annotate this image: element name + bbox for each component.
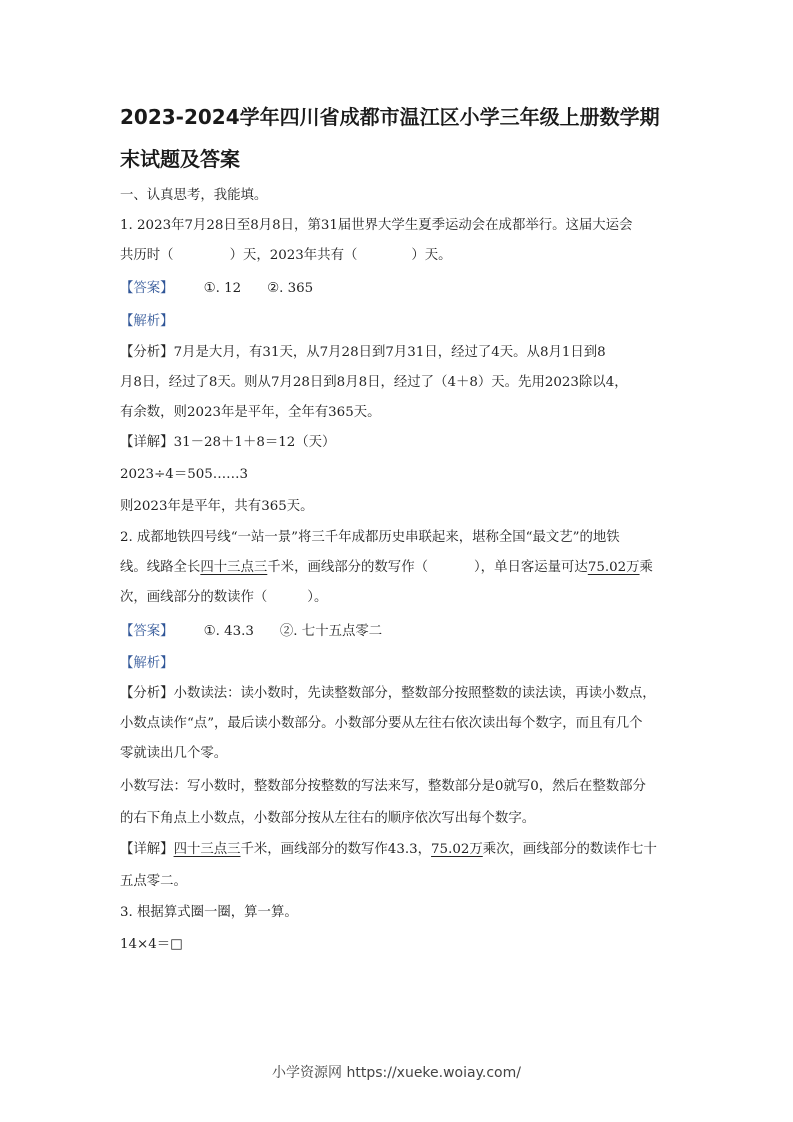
q1-answer-2: ②. 365 [267,281,314,296]
section-heading: 一、认真思考，我能填。 [120,188,268,203]
q1-analysis-label: 【解析】 [120,314,174,329]
q2-fenxi-text1: 小数读法：读小数时，先读整数部分，整数部分按照整数的读法读，再读小数点， [173,686,656,701]
q2-analysis-label: 【解析】 [120,656,174,671]
q2-detail-underlined-1: 四十三点三 [173,842,241,857]
q2-detail-line1 [120,840,680,860]
q1-text-2c: ）天。 [411,248,452,263]
q2-text-3a: 次，画线部分的数读作（ [120,590,268,605]
q2-answer-1: ①. 43.3 [203,624,254,639]
q1-answer-1: ①. 12 [203,281,242,296]
q2-text-2d: 乘 [639,560,653,575]
q1-text-line1: 1. 2023年7月28日至8月8日，第31届世界大学生夏季运动会在成都举行。这届大运会 [120,218,633,233]
q2-answer-line [120,622,680,642]
q3-text-line1: 3. 根据算式圈一圈，算一算。 [120,905,298,920]
q1-fenxi-line1 [120,343,680,363]
q1-text-2a: 共历时（ [120,248,174,263]
q2-fenxi-line1 [120,684,680,704]
q2-detail-line2: 五点零二。 [120,874,187,889]
q1-detail-label: 【详解】 [120,435,174,450]
q2-fenxi-line2: 小数点读作“点”，最后读小数部分。小数部分要从左往右依次读出每个数字，而且有几个 [120,716,643,731]
q2-underlined-number-2: 75.02万 [587,560,640,575]
q2-answer-label: 【答案】 [120,624,174,639]
q1-detail-line1 [120,433,680,453]
q1-text-2b: ）天，2023年共有（ [229,248,358,263]
q2-underlined-number-1: 四十三点三 [200,560,268,575]
q1-fenxi-text1: 7月是大月，有31天，从7月28日到7月31日，经过了4天。从8月1日到8 [173,345,606,360]
footer-watermark: 小学资源网 https://xueke.woiay.com/ [272,1065,521,1081]
document-title-line2: 末试题及答案 [120,147,240,171]
q1-detail-line3: 则2023年是平年，共有365天。 [120,499,314,514]
q1-detail-text1: 31－28＋1＋8＝12（天） [173,435,336,450]
q1-answer-label: 【答案】 [120,281,174,296]
q2-fenxi-line4: 小数写法：写小数时，整数部分按整数的写法来写，整数部分是0就写0，然后在整数部分 [120,779,646,794]
document-title-line1: 2023-2024学年四川省成都市温江区小学三年级上册数学期 [120,105,660,129]
q1-fenxi-line3: 有余数，则2023年是平年，全年有365天。 [120,405,381,420]
q2-text-line3 [120,588,680,608]
q1-detail-line2: 2023÷4＝505……3 [120,467,249,482]
q2-detail-label: 【详解】 [120,842,174,857]
q3-text-line2: 14×4＝□ [120,937,183,952]
q2-text-line1: 2. 成都地铁四号线“一站一景”将三千年成都历史串联起来，堪称全国“最文艺”的地铁 [120,530,620,545]
q2-answer-2: ②. 七十五点零二 [279,624,383,639]
q1-fenxi-label: 【分析】 [120,345,174,360]
q1-text-line2 [120,246,680,266]
q2-detail-text-b: 乘次，画线部分的数读作七十 [482,842,657,857]
q2-text-2b: 千米，画线部分的数写作（ [267,560,428,575]
q2-text-3b: ）。 [307,590,328,605]
q1-answer-line [120,279,680,299]
q1-fenxi-line2: 月8日，经过了8天。则从7月28日到8月8日，经过了（4＋8）天。先用2023除以4， [120,375,628,390]
q2-detail-text-a: 千米，画线部分的数写作43.3， [240,842,432,857]
q2-detail-underlined-2: 75.02万 [431,842,483,857]
q2-text-2a: 线。线路全长 [120,560,201,575]
q2-fenxi-line3: 零就读出几个零。 [120,746,228,761]
q2-text-2c: ），单日客运量可达 [473,560,588,575]
q2-fenxi-label: 【分析】 [120,686,174,701]
q2-text-line2 [120,558,680,578]
q2-fenxi-line5: 的右下角点上小数点，小数部分按从左往右的顺序依次写出每个数字。 [120,811,536,826]
